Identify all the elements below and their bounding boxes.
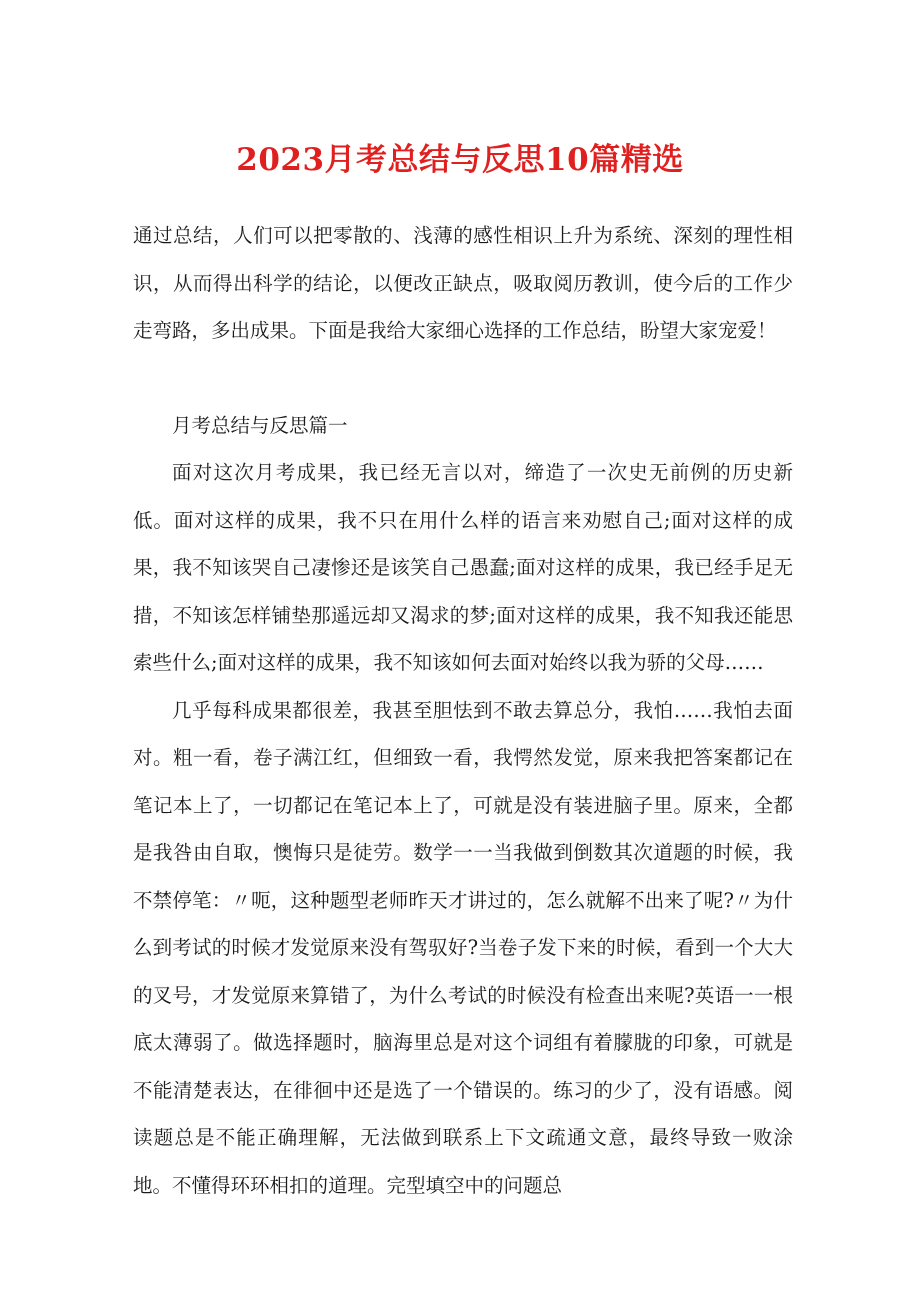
intro-paragraph: 通过总结，人们可以把零散的、浅薄的感性相识上升为系统、深刻的理性相识，从而得出科学的结论，以便改正缺点，吸取阅历教训，使今后的工作少走弯路，多出成果。下面是我给大家细心选择的工作总结，盼望大家宠爱！ xyxy=(133,224,793,342)
body-paragraph-2: 几乎每科成果都很差，我甚至胆怯到不敢去算总分，我怕……我怕去面对。粗一看，卷子满江红，但细致一看，我愕然发觉，原来我把答案都记在笔记本上了，一切都记在笔记本上了，可就是没有装进脑子里。原来，全都是我咎由自取，懊悔只是徒劳。数学一一当我做到倒数其次道题的时候，我不禁停笔：〃呃，这种题型老师昨天才讲过的，怎么就解不出来了呢?〃为什么到考试的时候才发觉原来没有驾驭好?当卷子发下来的时候，看到一个大大的叉号，才发觉原来算错了，为什么考试的时候没有检查出来呢?英语一一根底太薄弱了。做选择题时，脑海里总是对这个词组有着朦胧的印象，可就是不能清楚表达，在徘徊中还是选了一个错误的。练习的少了，没有语感。阅读题总是不能正确理解，无法做到联系上下文疏通文意，最终导致一败涂地。不懂得环环相扣的道理。完型填空中的问题总 xyxy=(133,698,793,1197)
document-title: 2023月考总结与反思10篇精选 xyxy=(236,142,684,178)
document-body xyxy=(133,212,793,1209)
body-paragraph-1: 面对这次月考成果，我已经无言以对，缔造了一次史无前例的历史新低。面对这样的成果，我不只在用什么样的语言来劝慰自己;面对这样的成果，我不知该哭自己凄惨还是该笑自己愚蠢;面对这样的成果，我已经手足无措，不知该怎样铺垫那遥远却又渴求的梦;面对这样的成果，我不知我还能思索些什么;面对这样的成果，我不知该如何去面对始终以我为骄的父母…… xyxy=(133,461,793,674)
section-heading: 月考总结与反思篇一 xyxy=(172,413,348,437)
